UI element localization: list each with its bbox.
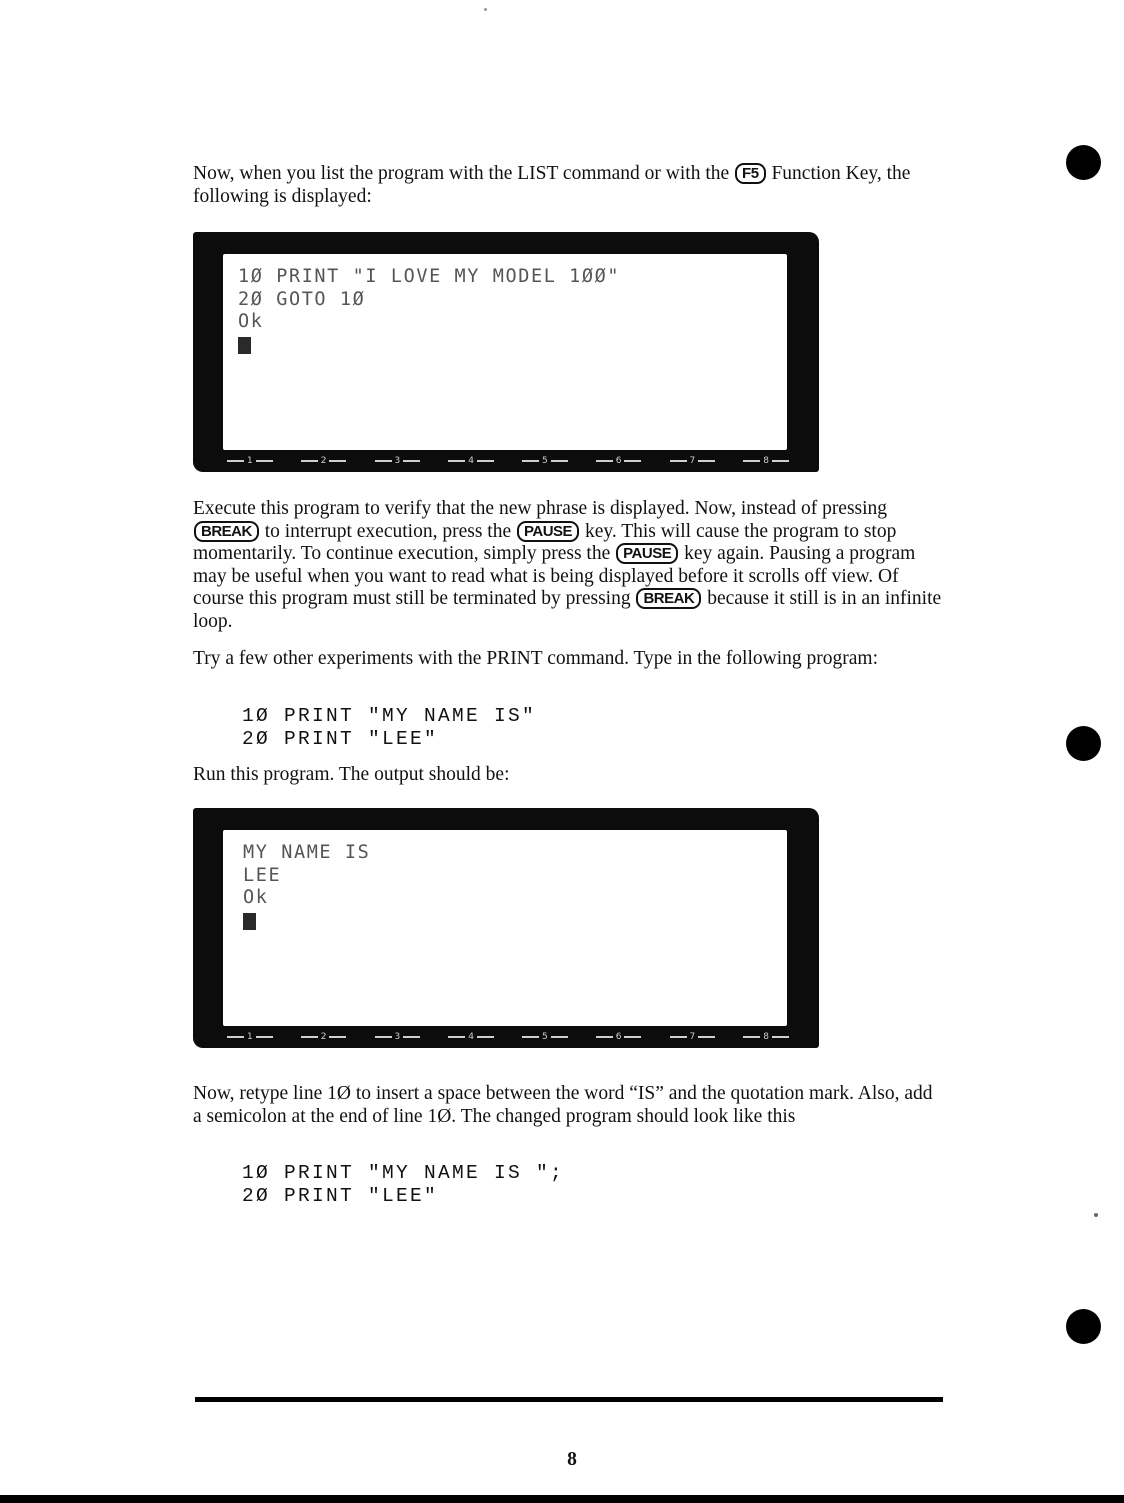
function-key-label: 4	[448, 456, 494, 466]
intro-text-after: Function Key, the following is displayed:	[193, 163, 911, 207]
function-key-label: 8	[743, 1032, 789, 1042]
lcd-line: MY NAME IS	[243, 842, 371, 863]
scan-speck	[484, 8, 487, 11]
function-key-label: 3	[375, 1032, 421, 1042]
execute-text: to interrupt execution, press the	[264, 520, 512, 542]
lcd-line: Ok	[243, 887, 269, 908]
lcd-text	[243, 842, 370, 930]
function-key-labels	[227, 1030, 789, 1044]
lcd-screen-output	[193, 808, 819, 1048]
execute-text: key. This will cause the program to stop momentarily. To continue execution, simply press the	[193, 520, 897, 564]
execute-text: because it still is in an infinite loop.	[193, 588, 942, 632]
binder-hole	[1066, 1309, 1101, 1344]
pause-key-glyph: PAUSE	[517, 521, 579, 542]
code-line: 1Ø PRINT "MY NAME IS"	[242, 705, 537, 727]
lcd-line: LEE	[243, 864, 282, 886]
intro-paragraph	[193, 163, 953, 208]
footer-rule	[195, 1397, 943, 1402]
intro-text-before: Now, when you list the program with the LIST command or with the	[193, 163, 730, 184]
function-key-label: 8	[743, 456, 789, 466]
function-key-label: 7	[670, 456, 716, 466]
run-paragraph: Run this program. The output should be:	[193, 764, 510, 785]
execute-text: key again. Pausing a program may be useful when you want to read what is being displayed before it scrolls off view. Of course this program must still be terminated by pressing	[193, 543, 916, 609]
lcd-screen-listing	[193, 232, 819, 472]
try-paragraph: Try a few other experiments with the PRINT command. Type in the following program:	[193, 648, 878, 669]
lcd-line: Ok	[238, 311, 264, 332]
scan-bottom-edge	[0, 1495, 1124, 1503]
break-key-glyph: BREAK	[194, 521, 259, 542]
function-key-label: 3	[375, 456, 421, 466]
pause-key-glyph: PAUSE	[616, 543, 678, 564]
function-key-label: 7	[670, 1032, 716, 1042]
cursor-block	[243, 913, 256, 930]
code-line: 2Ø PRINT "LEE"	[242, 1185, 439, 1207]
retype-paragraph: Now, retype line 1Ø to insert a space between the word “IS” and the quotation mark. Also, add a semicolon at the end of line 1Ø. The changed program should look like this	[193, 1083, 933, 1127]
function-key-label: 4	[448, 1032, 494, 1042]
lcd-line: 2Ø GOTO 1Ø	[238, 288, 366, 310]
function-key-labels	[227, 454, 789, 468]
function-key-label: 6	[596, 1032, 642, 1042]
lcd-text	[238, 266, 620, 354]
function-key-label: 5	[522, 456, 568, 466]
function-key-label: 2	[301, 1032, 347, 1042]
execute-text: Execute this program to verify that the new phrase is displayed. Now, instead of pressing	[193, 498, 888, 519]
page-number: 8	[567, 1449, 577, 1470]
lcd-display-area	[223, 830, 787, 1026]
binder-hole	[1066, 145, 1101, 180]
code-line: 1Ø PRINT "MY NAME IS ";	[242, 1162, 565, 1184]
cursor-block	[238, 337, 251, 354]
break-key-glyph: BREAK	[636, 588, 701, 609]
function-key-label: 1	[227, 1032, 273, 1042]
code-line: 2Ø PRINT "LEE"	[242, 728, 439, 750]
binder-hole	[1066, 726, 1101, 761]
lcd-line: 1Ø PRINT "I LOVE MY MODEL 1ØØ"	[238, 266, 621, 287]
lcd-display-area	[223, 254, 787, 450]
execute-paragraph	[193, 498, 953, 633]
function-key-label: 2	[301, 456, 347, 466]
function-key-label: 1	[227, 456, 273, 466]
f5-key-glyph: F5	[735, 163, 766, 184]
function-key-label: 6	[596, 456, 642, 466]
code-listing-1	[242, 705, 536, 751]
code-listing-2	[242, 1162, 564, 1208]
scan-speck	[1094, 1213, 1098, 1217]
function-key-label: 5	[522, 1032, 568, 1042]
